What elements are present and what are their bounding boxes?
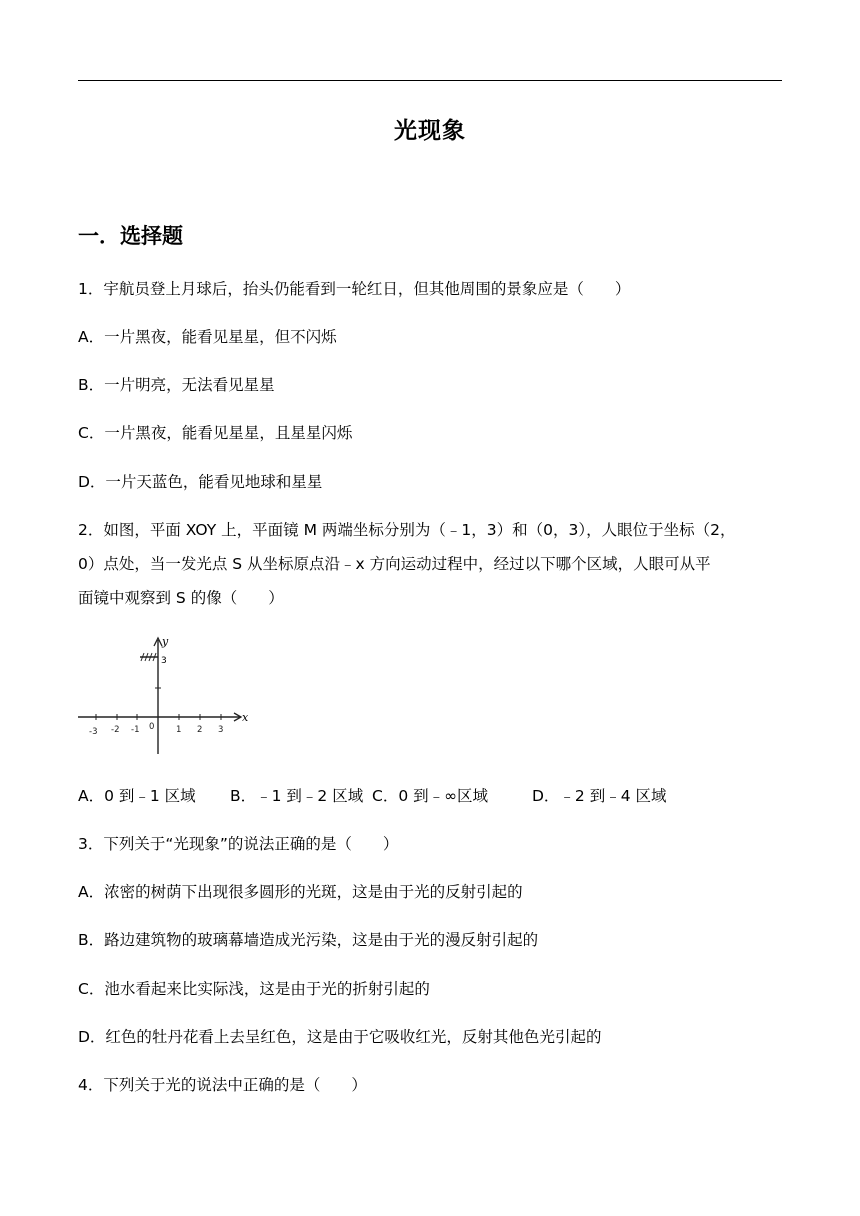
section-heading: 一．选择题 [78,224,183,248]
y-tick-label-3: 3 [161,656,167,666]
question-2-option-b: B．﹣1 到﹣2 区域 [230,787,364,805]
question-1-option-a: A．一片黑夜，能看见星星，但不闪烁 [78,328,337,346]
question-3-option-c: C．池水看起来比实际浅，这是由于光的折射引起的 [78,980,430,998]
x-tick-label-1: 1 [176,725,182,735]
question-2-options [78,786,667,806]
question-1-option-b: B．一片明亮，无法看见星星 [78,376,275,394]
question-2-option-d: D．﹣2 到﹣4 区域 [532,787,667,805]
x-axis-label: x [242,711,249,724]
question-3-option-b: B．路边建筑物的玻璃幕墙造成光污染，这是由于光的漫反射引起的 [78,931,539,949]
question-3-option-a: A．浓密的树荫下出现很多圆形的光斑，这是由于光的反射引起的 [78,883,523,901]
origin-label: 0 [149,722,155,732]
x-tick-label-neg2: -2 [111,725,120,735]
question-2-stem-line-2: 0）点处，当一发光点 S 从坐标原点沿﹣x 方向运动过程中，经过以下哪个区域，人眼可从平 [78,555,711,573]
header-rule [78,80,782,81]
question-4-stem: 4．下列关于光的说法中正确的是（ ） [78,1076,367,1094]
question-2-stem-line-3: 面镜中观察到 S 的像（ ） [78,589,284,607]
x-tick-label-2: 2 [197,725,203,735]
question-3-stem: 3．下列关于“光现象”的说法正确的是（ ） [78,835,399,853]
question-2-option-a: A．0 到﹣1 区域 [78,787,196,805]
x-tick-label-neg3: -3 [89,727,98,737]
question-1-stem: 1．宇航员登上月球后，抬头仍能看到一轮红日，但其他周围的景象应是（ ） [78,280,631,298]
question-2-stem-line-1: 2．如图，平面 XOY 上，平面镜 M 两端坐标分别为（﹣1，3）和（0，3），人眼位于坐标（2， [78,521,736,539]
question-3-option-d: D．红色的牡丹花看上去呈红色，这是由于它吸收红光，反射其他色光引起的 [78,1028,602,1046]
question-1-option-d: D．一片天蓝色，能看见地球和星星 [78,473,323,491]
x-tick-label-3: 3 [218,725,224,735]
question-2-option-c: C．0 到﹣∞区域 [372,787,489,805]
y-axis-label: y [162,635,169,648]
coordinate-diagram [74,632,254,757]
question-1-option-c: C．一片黑夜，能看见星星，且星星闪烁 [78,424,353,442]
page-title: 光现象 [394,118,466,144]
x-tick-label-neg1: -1 [131,725,140,735]
